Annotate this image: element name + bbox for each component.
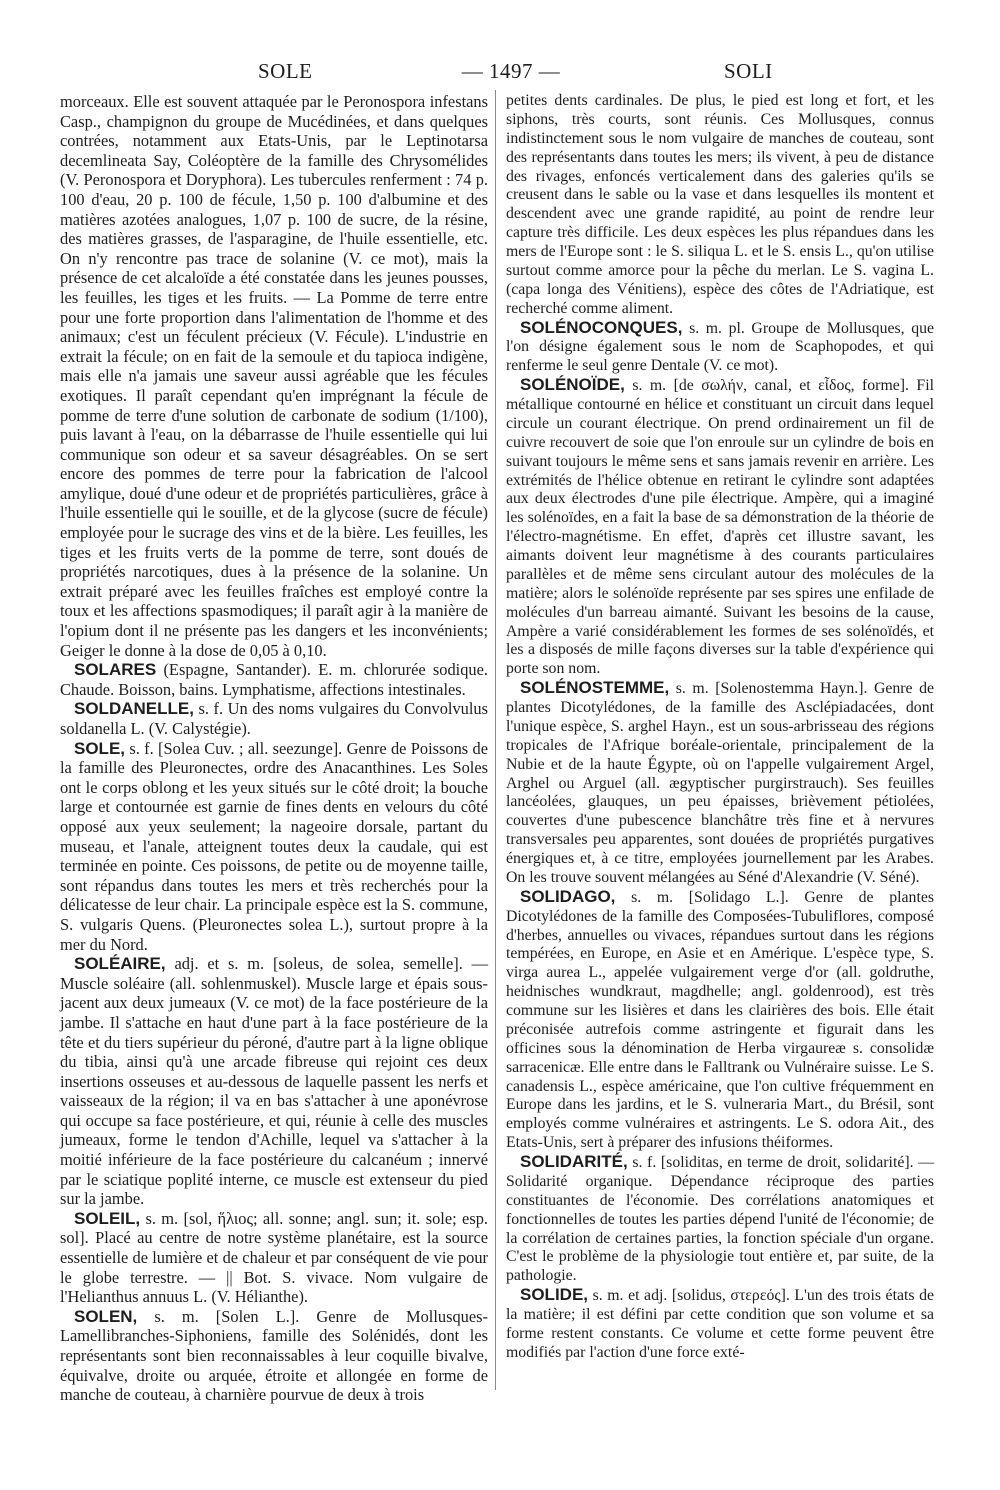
running-head-left: SOLE <box>258 59 313 83</box>
headword: SOLÉNOÏDE, <box>520 375 625 395</box>
dictionary-entry <box>506 376 934 679</box>
headword: SOLDANELLE, <box>74 699 194 719</box>
headword: SOLEIL, <box>74 1208 141 1228</box>
entry-body: s. f. [Solea Cuv. ; all. seezunge]. Genre de Poissons de la famille des Pleuronectes, ordre des Anacanthines. Les Soles ont le corps oblong et les yeux situés sur le côté droit; la bouche large et contournée est garnie de fines dents en velours du côté opposé aux yeux seulement; la nageoire dorsale, partant du museau, et l'anale, atteignent toutes deux la caudale, qui est terminée en pointe. Ces poissons, de petite ou de moyenne taille, sont répandus dans toutes les mers et très recherchés pour la délicatesse de leur chair. La principale espèce est la S. commune, S. vulgaris Quens. (Pleuronectes solea L.), surtout propre à la mer du Nord. <box>60 738 488 954</box>
dictionary-entry <box>60 1307 488 1405</box>
dictionary-entry <box>60 660 488 699</box>
entry-body: s. m. [Solen L.]. Genre de Mollusques-Lamellibranches-Siphoniens, famille des Solénidés, dont les représentants sont bien reconnaissables à leur coquille bivalve, équivalve, droite ou arquée, étroite et allongée en forme de manche de couteau, à charnière pourvue de deux à trois <box>60 1306 488 1405</box>
headword: SOLEN, <box>74 1306 138 1326</box>
column-divider <box>495 90 496 1390</box>
headword: SOLIDE, <box>520 1285 589 1305</box>
entry-body: (Espagne, Santander). E. m. chlorurée sodique. Chaude. Boisson, bains. Lymphatisme, affections intestinales. <box>60 660 488 699</box>
continuation-text: morceaux. Elle est souvent attaquée par le Peronospora infestans Casp., champignon du groupe de Mucédinées, et dans quelques contrées, notamment aux Etats-Unis, par le Leptinotarsa decemlineata Say, Coléoptère de la famille des Chrysomélides (V. Peronospora et Doryphora). Les tubercules renferment : 74 p. 100 d'eau, 20 p. 100 de fécule, 1,50 p. 100 d'albumine et des matières azotées analogues, 1,07 p. 100 de sucre, de la résine, des matières grasses, de l'asparagine, de l'huile essentielle, etc. On n'y rencontre pas trace de solanine (V. ce mot), mais la présence de cet alcaloïde a été constatée dans les jeunes pousses, les feuilles, les tiges et les fruits. — La Pomme de terre entre pour une forte proportion dans l'alimentation de l'homme et des animaux; c'est un féculent précieux (V. Fécule). L'industrie en extrait la fécule; on en fait de la semoule et du tapioca indigène, mais elle n'a jamais une saveur aussi agréable que les fécules exotiques. Il paraît cependant qu'en imprégnant la fécule de pomme de terre d'une solution de carbonate de sodium (1/100), puis lavant à l'eau, on la débarrasse de l'huile essentielle qui lui communique son odeur et sa saveur désagréables. On se sert encore des pommes de terre pour la fabrication de l'alcool amylique, doué d'une odeur et de propriétés particulières, grâce à l'huile essentielle qui le souille, et de la glycose (sucre de fécule) employée pour le sucrage des vins et de la bière. Les feuilles, les tiges et les fruits verts de la pomme de terre, sont doués de propriétés narcotiques, dues à la présence de la solanine. Un extrait préparé avec les feuilles fraîches est employé contre la toux et les affections spasmodiques; il paraît agir à la manière de l'opium dont il ne présente pas les dangers et les inconvénients; Geiger le donne à la dose de 0,05 à 0,10. <box>60 92 488 660</box>
left-column <box>60 92 488 1405</box>
dictionary-entry <box>506 888 934 1153</box>
entry-body: adj. et s. m. [soleus, de solea, semelle]. — Muscle soléaire (all. sohlenmuskel). Muscle large et épais sous-jacent aux deux jumeaux (V. ce mot) de la face postérieure de la jambe. Il s'attache en haut d'une part à la face postérieure de la tête et du tiers supérieur du péroné, d'autre part à la ligne oblique du tibia, ainsi qu'à une arcade fibreuse qui rejoint ces deux insertions osseuses et au-dessous de laquelle passent les nerfs et vaisseaux de la région; il va en bas s'attacher à une aponévrose qui occupe sa face postérieure, et qui, réunie à celle des muscles jumeaux, forme le tendon d'Achille, lequel va s'attacher à la moitié inférieure de la face postérieure du calcanéum ; innervé par le sciatique poplité interne, ce muscle est extenseur du pied sur la jambe. <box>60 954 488 1209</box>
page-number: — 1497 — <box>461 59 561 83</box>
dictionary-entry <box>60 699 488 738</box>
dictionary-entry <box>506 1153 934 1286</box>
entry-body: s. f. Un des noms vulgaires du Convolvulus soldanella L. (V. Calystégie). <box>60 699 488 738</box>
dictionary-entry <box>60 739 488 955</box>
dictionary-entry <box>506 679 934 888</box>
right-column <box>506 92 934 1363</box>
entry-body: s. m. pl. Groupe de Mollusques, que l'on désigne également sous le nom de Scaphopodes, et qui renferme le seul genre Dentale (V. ce mot). <box>506 319 934 375</box>
headword: SOLÉAIRE, <box>74 954 166 974</box>
entry-body: s. m. [Solenostemma Hayn.]. Genre de plantes Dicotylédones, de la famille des Asclépiadacées, dont l'unique espèce, S. arghel Hayn., est un sous-arbrisseau des régions tropicales de l'Afrique boréale-orientale, principalement de la Nubie et de la haute Égypte, où on l'appelle vulgairement Argel, Arghel ou Arguel (all. ægyptischer purgirstrauch). Ses feuilles lancéolées, glauques, un peu épaisses, brièvement pétiolées, couvertes d'une pubescence blanchâtre très fine et à nervures transversales peu apparentes, sont douées de propriétés purgatives énergiques et, à ce titre, employées journellement par les Arabes. On les trouve souvent mélangées au Séné d'Alexandrie (V. Séné). <box>506 680 934 886</box>
entry-body: s. m. et adj. [solidus, στερεός]. L'un des trois états de la matière; il est défini par cette condition que son volume et sa forme restent constants. Ce volume et cette forme peuvent être modifiés par l'action d'une force exté- <box>506 1287 934 1361</box>
entry-body: s. m. [de σωλήν, canal, et εἶδος, forme]. Fil métallique contourné en hélice et constituant un circuit dans lequel circule un courant électrique. On prend ordinairement un fil de cuivre recouvert de soie que l'on enroule sur un cylindre de bois en suivant toujours le même sens et sans jamais revenir en arrière. Les extrémités de l'hélice obtenue en retirant le cylindre sont adaptées aux deux électrodes d'une pile électrique. Ampère, qui a imaginé les solénoïdes, en a fait la base de sa démonstration de la théorie de l'électro-magnétisme. En effet, d'après cet illustre savant, les aimants doivent leur magnétisme à des courants particulaires parallèles et de même sens circulant autour des molécules de la matière; alors le solénoïde représente par ses spires une enfilade de molécules d'un barreau aimanté. Suivant les besoins de la cause, Ampère a varié considérablement les formes de ses solénoïdés, et les a disposés de mille façons diverses sur la table d'expérience qui porte son nom. <box>506 377 934 678</box>
entry-body: s. m. [sol, ἥλιος; all. sonne; angl. sun; it. sole; esp. sol]. Placé au centre de notre système planétaire, est la source essentielle de lumière et de chaleur et par conséquent de vie pour le globe terrestre. — || Bot. S. vivace. Nom vulgaire de l'Helianthus annuus L. (V. Hélianthe). <box>60 1208 488 1307</box>
dictionary-entry <box>506 319 934 377</box>
headword: SOLE, <box>74 738 126 758</box>
headword: SOLÉNOCONQUES, <box>520 317 683 337</box>
dictionary-entry <box>60 954 488 1209</box>
running-head-right: SOLI <box>724 59 773 83</box>
headword: SOLIDARITÉ, <box>520 1152 628 1171</box>
headword: SOLARES <box>74 660 157 680</box>
continuation-text: petites dents cardinales. De plus, le pied est long et fort, et les siphons, très courts, sont réunis. Ces Mollusques, connus indistinctement sous le nom vulgaire de manches de couteau, sont des représentants dans toutes les mers; ils vivent, à peu de distance des rivages, enfoncés verticalement dans des galeries qu'ils se creusent dans le sable ou la vase et dans lesquelles ils montent et descendent avec une grande rapidité, au point de rendre leur capture très difficile. Les deux espèces les plus répandues dans les mers de l'Europe sont : le S. siliqua L. et le S. ensis L., qu'on utilise surtout comme amorce pour la pêche du merlan. Le S. vagina L. (capa longa des Vénitiens), espèce des côtes de l'Adriatique, est recherché comme aliment. <box>506 92 934 317</box>
headword: SOLIDAGO, <box>520 886 616 906</box>
dictionary-entry <box>506 1286 934 1363</box>
dictionary-entry <box>60 1209 488 1307</box>
entry-body: s. f. [soliditas, en terme de droit, solidarité]. — Solidarité organique. Dépendance réciproque des parties constituantes de l'économie. Des corrélations anatomiques et fonctionnelles de toutes les parties dépend l'unité de l'économie; de la corrélation de certaines parties, la fonction spéciale d'un organe. C'est le problème de la physiologie tout entière et, par suite, de la pathologie. <box>506 1154 934 1285</box>
headword: SOLÉNOSTEMME, <box>520 678 670 698</box>
entry-body: s. m. [Solidago L.]. Genre de plantes Dicotylédones de la famille des Composées-Tubuliflores, composé d'herbes, annuelles ou vivaces, répandues surtout dans les régions tempérées, en Europe, en Asie et en Amérique. L'espèce type, S. virga aurea L., appelée vulgairement verge d'or (all. goldruthe, heidnisches wundkraut, magdhelle; angl. goldenrood), est très commune sur les lisières et dans les clairières des bois. Elle était préconisée autrefois comme astringente et figurait dans les officines sous la dénomination de Herba virgaureæ s. consolidæ sarracenicæ. Elle entre dans le Falltrank ou Vulnéraire suisse. Le S. canadensis L., espèce américaine, que l'on cultive fréquemment en Europe dans les jardins, et le S. vulneraria Mart., du Brésil, sont employés comme vulnéraires et astringents. Le S. odora Ait., des Etats-Unis, sert à préparer des infusions théiformes. <box>506 888 934 1152</box>
